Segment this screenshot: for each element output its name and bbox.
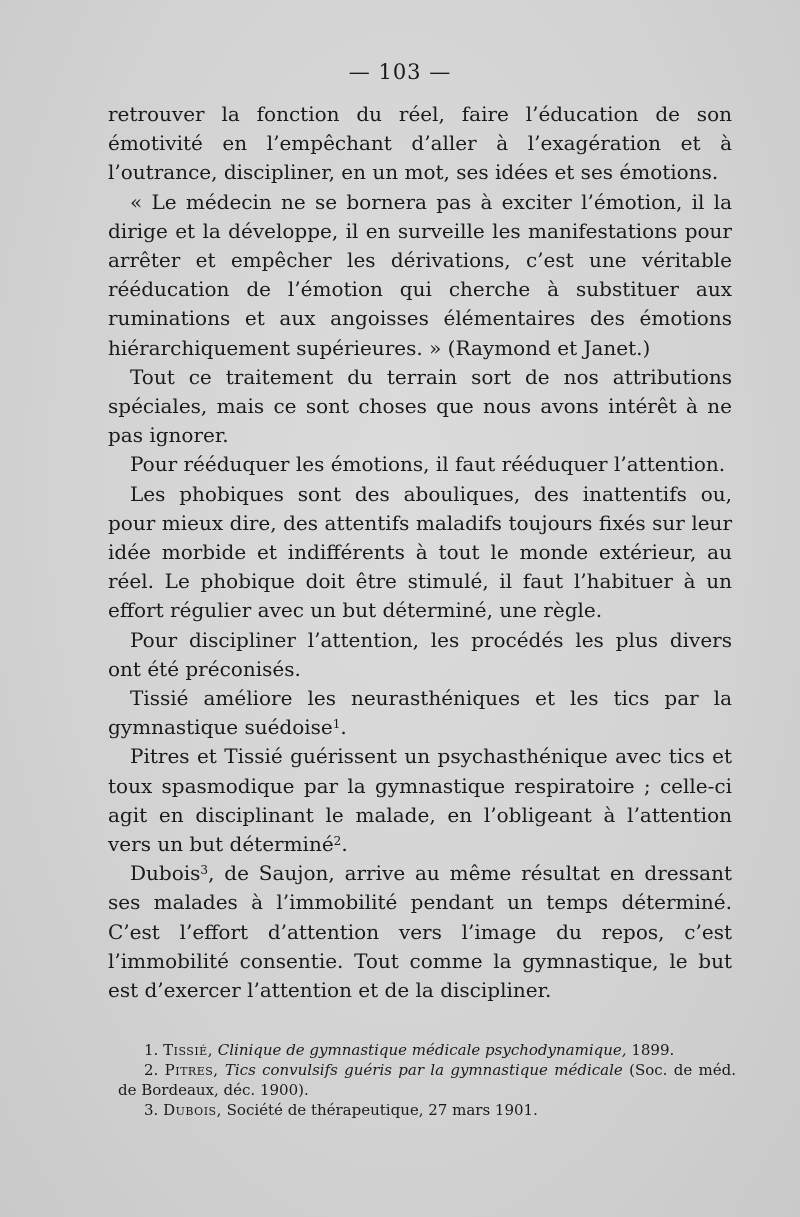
footnote-title: Tics convulsifs guéris par la gymnastique médicale xyxy=(224,1061,623,1079)
paragraph-text: , de Saujon, arrive au même résultat en dressant ses malades à l’immobilité pendant un temps déterminé. C’est l’effort d’attention vers l’image du repos, c’est l’immobilité consentie. Tout comme la gymnastique, le but est d’exercer l’attention et de la discipliner. xyxy=(108,861,732,1003)
footnotes xyxy=(118,1040,736,1120)
paragraph-text: Tissié améliore les neurasthéniques et les tics par la gymnastique suédoise xyxy=(108,686,732,740)
main-text xyxy=(108,100,732,1005)
footnote-1 xyxy=(118,1040,736,1060)
paragraph: retrouver la fonction du réel, faire l’éducation de son émotivité en l’empêchant d’aller à l’exagération et à l’outrance, discipliner, en un mot, ses idées et ses émotions. xyxy=(108,102,732,185)
paragraph: Tout ce traitement du terrain sort de nos attributions spéciales, mais ce sont choses que nous avons intérêt à ne pas ignorer. xyxy=(108,364,732,448)
footnote-rest: 1899. xyxy=(631,1041,675,1059)
footnote-rest: Société de thérapeutique, 27 mars 1901. xyxy=(226,1101,538,1119)
footnote-number: 1. xyxy=(144,1041,159,1059)
paragraph-start: Dubois xyxy=(130,861,201,886)
paragraph: Pour discipliner l’attention, les procédés les plus divers ont été préconisés. xyxy=(108,627,732,681)
paragraph-pitres xyxy=(108,742,732,859)
footnote-ref: 3 xyxy=(200,863,209,878)
footnote-title: Clinique de gymnastique médicale psychodynamique, xyxy=(217,1041,627,1059)
paragraph-dubois xyxy=(108,859,732,1005)
paragraph: Les phobiques sont des abouliques, des inattentifs ou, pour mieux dire, des attentifs maladifs toujours fixés sur leur idée morbide et indifférents à tout le monde extérieur, au réel. Le phobique doit être stimulé, il faut l’habituer à un effort régulier avec un but déterminé, une règle. xyxy=(108,481,732,623)
footnote-author: Dubois, xyxy=(163,1101,222,1119)
footnote-number: 3. xyxy=(144,1101,159,1119)
footnote-3 xyxy=(118,1100,736,1120)
footnote-number: 2. xyxy=(144,1061,159,1079)
footnote-rest: (Soc. de méd. de Bordeaux, déc. 1900). xyxy=(118,1061,736,1099)
page-number: — 103 — xyxy=(348,60,452,84)
footnote-2 xyxy=(118,1060,736,1100)
paragraph-end: . xyxy=(340,715,347,740)
footnote-ref: 1 xyxy=(332,717,341,732)
footnote-author: Tissié, xyxy=(163,1041,213,1059)
paragraph-tissie xyxy=(108,684,732,742)
paragraph: « Le médecin ne se bornera pas à exciter l’émotion, il la dirige et la développe, il en surveille les manifestations pour arrêter et empêcher les dérivations, c’est une véritable rééducation de l’émotion qui cherche à substituer aux ruminations et aux angoisses élémentaires des émotions hiérarchiquement supérieures. » (Raymond et Janet.) xyxy=(108,189,732,360)
footnote-ref: 2 xyxy=(333,834,342,849)
footnote-author: Pitres, xyxy=(164,1061,219,1079)
paragraph-text: Pitres et Tissié guérissent un psychasthénique avec tics et toux spasmodique par la gymnastique respiratoire ; celle-ci agit en disciplinant le malade, en l’obligeant à l’attention vers un but déterminé xyxy=(108,744,732,857)
paragraph-end: . xyxy=(341,832,348,857)
paragraph: Pour rééduquer les émotions, il faut rééduquer l’attention. xyxy=(130,452,726,477)
